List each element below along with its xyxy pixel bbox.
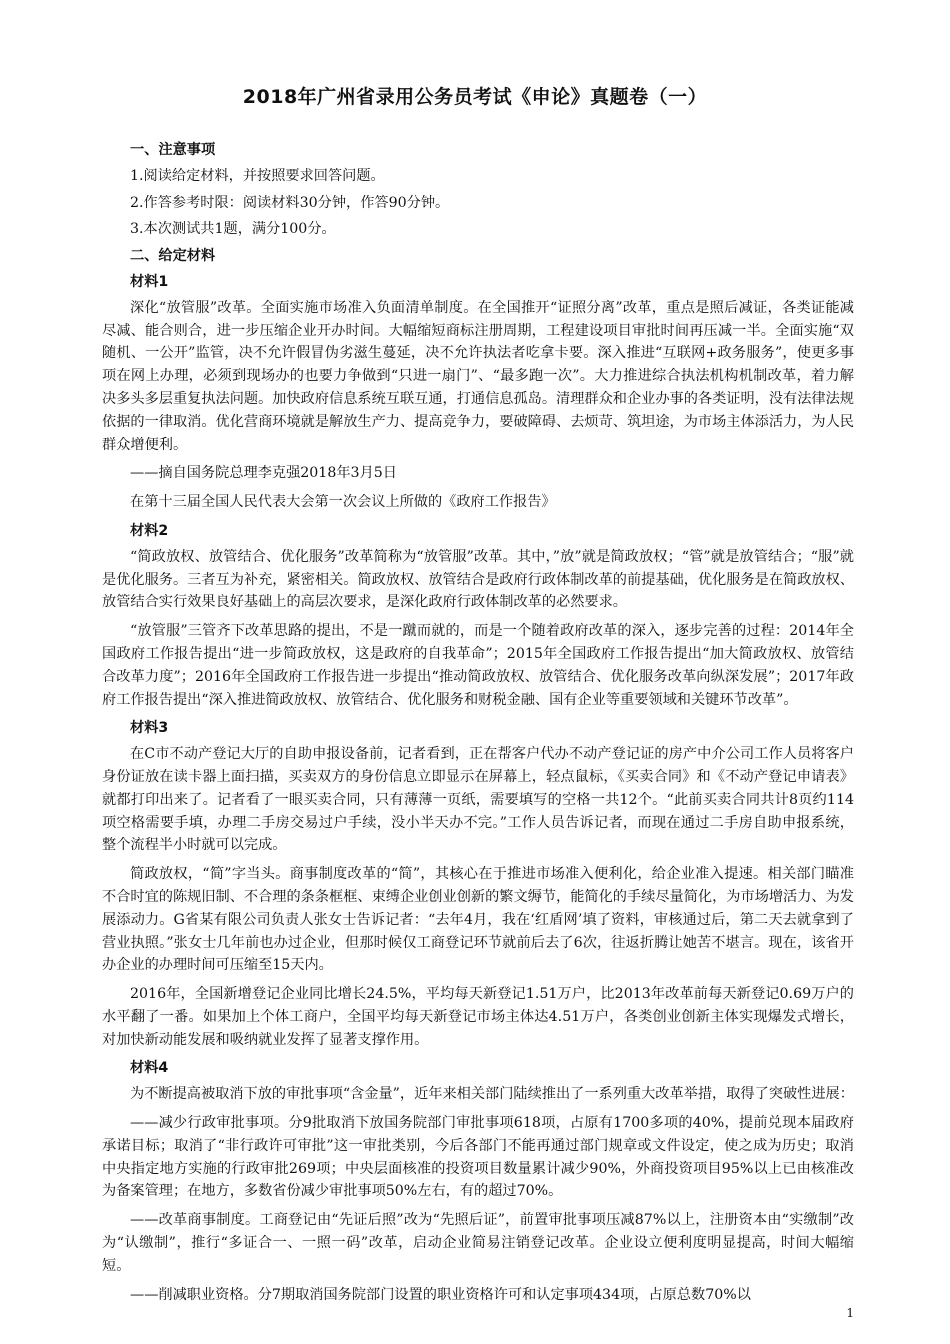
material4-paragraph-3: ——改革商事制度。工商登记由“先证后照”改为“先照后证”，前置审批事项压减87%以上，注册资本由“实缴制”改为“认缴制”，推行“多证合一、一照一码”改革，启动企业简易注销登记改革。企业设立便利度明显提高，时间大幅缩短。	[102, 1212, 854, 1274]
notice-item-3: 3.本次测试共1题，满分100分。	[130, 221, 336, 238]
material3-paragraph-1: 在C市不动产登记大厅的自助申报设备前，记者看到，正在帮客户代办不动产登记证的房产中介公司工作人员将客户身份证放在读卡器上面扫描，买卖双方的身份信息立即显示在屏幕上，轻点鼠标，《买卖合同》和《不动产登记申请表》就都打印出来了。记者看了一眼买卖合同，只有薄薄一页纸，需要填写的空格一共12个。“此前买卖合同共计8页约114项空格需要手填，办理二手房交易过户手续，没小半天办不完。”工作人员告诉记者，而现在通过二手房自助申报系统，整个流程半小时就可以完成。	[102, 746, 854, 854]
material3-paragraph-3: 2016年，全国新增登记企业同比增长24.5%，平均每天新登记1.51万户，比2013年改革前每天新登记0.69万户的水平翻了一番。如果加上个体工商户，全国平均每天新登记市场主体达4.51万户，各类创业创新主体实现爆发式增长，对加快新动能发展和吸纳就业发挥了显著支撑作用。	[102, 986, 854, 1048]
material4-paragraph-2: ——减少行政审批事项。分9批取消下放国务院部门审批事项618项，占原有1700多项的40%，提前兑现本届政府承诺目标；取消了“非行政许可审批”这一审批类别，今后各部门不能再通过部门规章或文件设定，使之成为历史；取消中央指定地方实施的行政审批269项；中央层面核准的投资项目数量累计减少90%，外商投资项目95%以上已由核准改为备案管理；在地方，多数省份减少审批事项50%左右，有的超过70%。	[102, 1115, 854, 1200]
material1-heading: 材料1	[130, 273, 169, 290]
page-title: 2018年广州省录用公务员考试《申论》真题卷（一）	[242, 86, 708, 108]
material4-heading: 材料4	[130, 1060, 169, 1077]
materials-heading: 二、给定材料	[130, 248, 216, 265]
material2-heading: 材料2	[130, 522, 169, 539]
document-body	[102, 137, 854, 1312]
material4-paragraph-4: ——削减职业资格。分7期取消国务院部门设置的职业资格许可和认定事项434项，占原总数70%以	[130, 1286, 751, 1303]
material2-paragraph-1: “简政放权、放管结合、优化服务”改革简称为“放管服”改革。其中，”放”就是简政放权；“管”就是放管结合；“服”就是优化服务。三者互为补充，紧密相关。简政放权、放管结合是政府行政体制改革的前提基础，优化服务是在简政放权、放管结合实行效果良好基础上的高层次要求，是深化政府行政体制改革的必然要求。	[102, 548, 854, 611]
material2-paragraph-2: “放管服”三管齐下改革思路的提出，不是一蹴而就的，而是一个随着政府改革的深入，逐步完善的过程：2014年全国政府工作报告提出“进一步简政放权，这是政府的自我革命”；2015年全国政府工作报告提出“加大简政放权、放管结合改革力度”；2016年全国政府工作报告进一步提出“推动简政放权、放管结合、优化服务改革向纵深发展”；2017年政府工作报告提出“深入推进简政放权、放管结合、优化服务和财税金融、国有企业等重要领域和关键环节改革”。	[102, 623, 854, 708]
material3-paragraph-2: 简政放权，“简”字当头。商事制度改革的“简”，其核心在于推进市场准入便利化，给企业准入提速。相关部门瞄准不合时宜的陈规旧制、不合理的条条框框、束缚企业创业创新的繁文缛节，能简化的手续尽量简化，为市场增活力、为发展添动力。G省某有限公司负责人张女士告诉记者：“去年4月，我在‘红盾网’填了资料，审核通过后，第二天去就拿到了营业执照。”张女士几年前也办过企业，但那时候仅工商登记环节就前后去了6次，往返折腾让她苦不堪言。现在，该省开办企业的办理时间可压缩至15天内。	[102, 866, 854, 974]
notice-item-2: 2.作答参考时限：阅读材料30分钟，作答90分钟。	[130, 194, 450, 211]
notice-item-1: 1.阅读给定材料，并按照要求回答问题。	[130, 167, 385, 184]
material1-source-line-1: ——摘自国务院总理李克强2018年3月5日	[130, 465, 397, 482]
material4-paragraph-1: 为不断提高被取消下放的审批事项“含金量”，近年来相关部门陆续推出了一系列重大改革举措，取得了突破性进展：	[130, 1086, 854, 1103]
material3-heading: 材料3	[130, 720, 169, 737]
notice-heading: 一、注意事项	[130, 142, 216, 158]
material1-paragraph-1: 深化“放管服”改革。全面实施市场准入负面清单制度。在全国推开“证照分离”改革，重点是照后减证，各类证能减尽减、能合则合，进一步压缩企业开办时间。大幅缩短商标注册周期，工程建设项目审批时间再压减一半。全面实施“双随机、一公开”监管，决不允许假冒伪劣滋生蔓延，决不允许执法者吃拿卡要。深入推进“互联网+政务服务”，使更多事项在网上办理，必须到现场办的也要力争做到“只进一扇门”、“最多跑一次”。大力推进综合执法机构机制改革，着力解决多头多层重复执法问题。加快政府信息系统互联互通，打通信息孤岛。清理群众和企业办事的各类证明，没有法律法规依据的一律取消。优化营商环境就是解放生产力、提高竞争力，要破障碍、去烦苛、筑坦途，为市场主体添活力，为人民群众增便利。	[102, 299, 854, 453]
material1-source-line-2: 在第十三届全国人民代表大会第一次会议上所做的《政府工作报告》	[130, 494, 556, 511]
page-number: 1	[846, 1306, 854, 1320]
